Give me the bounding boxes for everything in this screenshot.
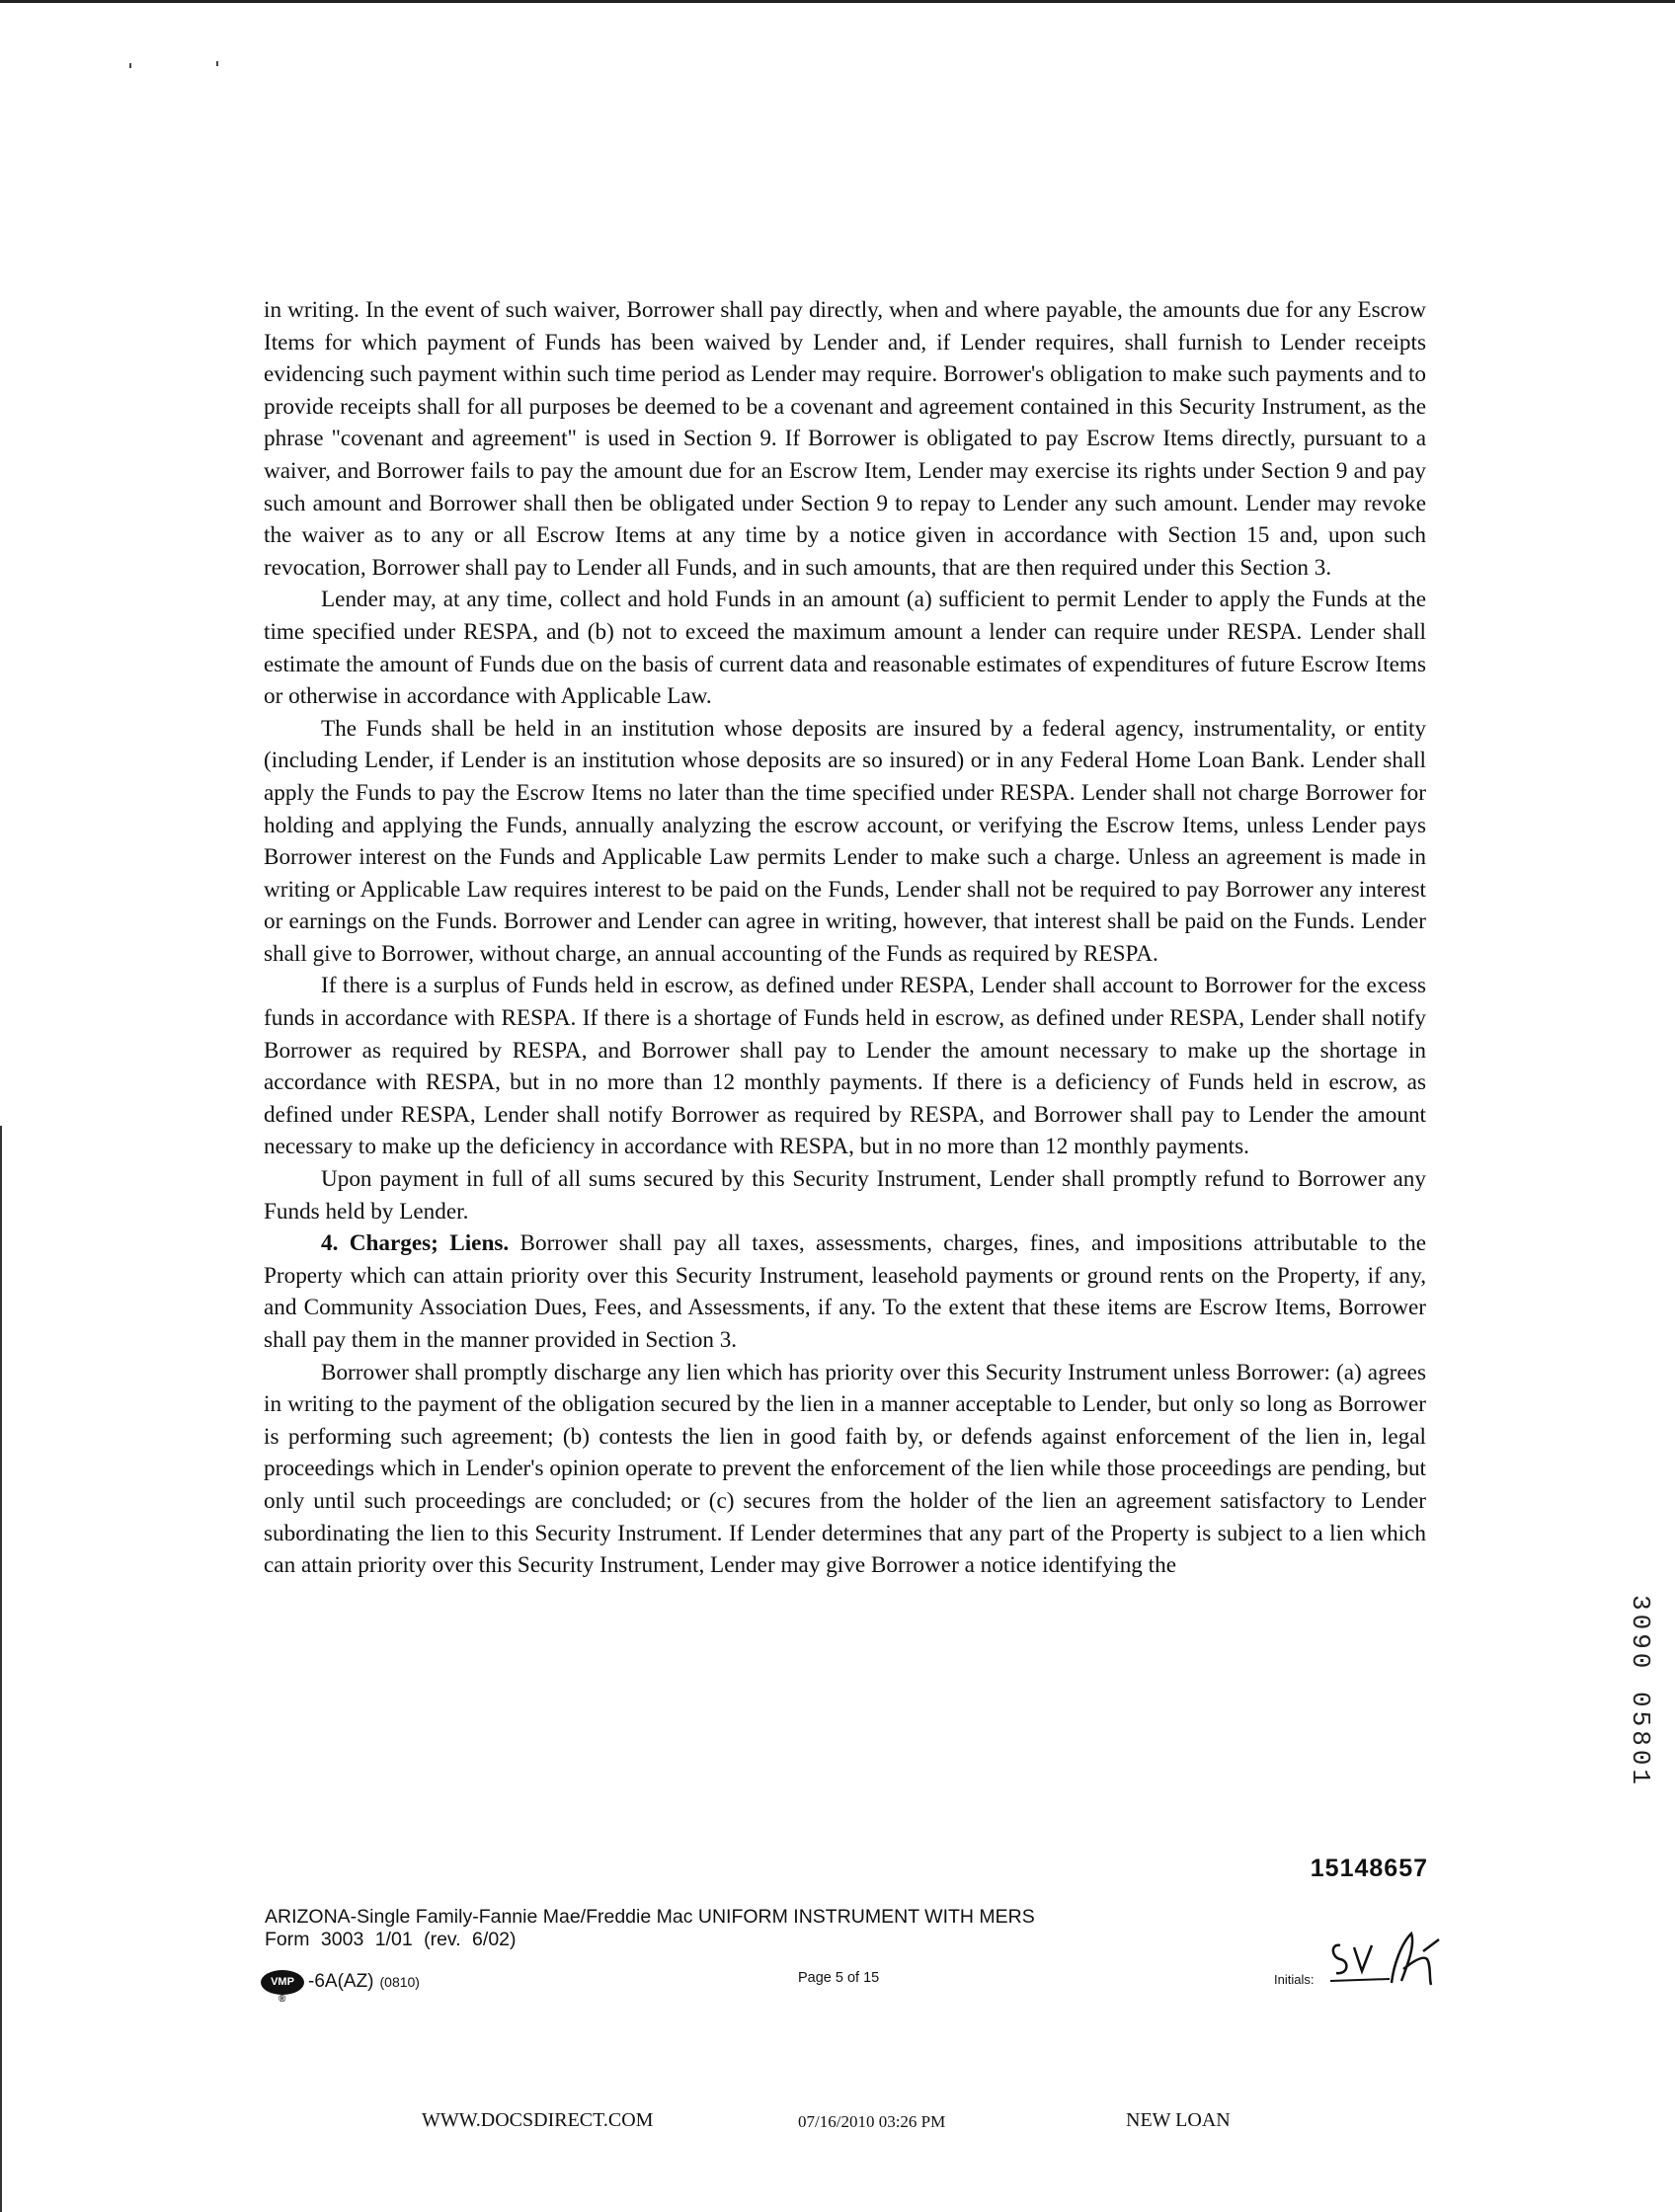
side-stamp-number: 3090 05801 <box>1626 1595 1655 1789</box>
form-code-row <box>261 1965 420 2005</box>
paragraph-collect-funds: Lender may, at any time, collect and hold Funds in an amount (a) sufficient to permit Lender to apply the Funds at the time specified under RESPA, and (b) not to exceed the maximum amount a lender can require under RESPA. Lender shall estimate the amount of Funds due on the basis of current data and reasonable estimates of expenditures of future Escrow Items or otherwise in accordance with Applicable Law. <box>264 587 1426 710</box>
paragraph-charges-liens <box>264 1227 1426 1356</box>
vmp-logo-text: VMP <box>271 1976 294 1988</box>
scan-speck <box>129 63 131 68</box>
page-top-edge <box>0 0 1675 3</box>
form-title: ARIZONA-Single Family-Fannie Mae/Freddie Mac UNIFORM INSTRUMENT WITH MERS <box>265 1906 1035 1928</box>
paragraph-escrow-waiver: in writing. In the event of such waiver, Borrower shall pay directly, when and where payable, the amounts due for any Escrow Items for which payment of Funds has been waived by Lender and, if Lender requires, shall furnish to Lender receipts evidencing such payment within such time period as Lender may require. Borrower's obligation to make such payments and to provide receipts shall for all purposes be deemed to be a covenant and agreement contained in this Security Instrument, as the phrase "covenant and agreement" is used in Section 9. If Borrower is obligated to pay Escrow Items directly, pursuant to a waiver, and Borrower fails to pay the amount due for an Escrow Item, Lender may exercise its rights under Section 9 and pay such amount and Borrower shall then be obligated under Section 9 to repay to Lender any such amount. Lender may revoke the waiver as to any or all Escrow Items at any time by a notice given in accordance with Section 15 and, upon such revocation, Borrower shall pay to Lender all Funds, and in such amounts, that are then required under this Section 3. <box>264 297 1426 581</box>
scan-speck <box>216 61 218 66</box>
loan-number: 15148657 <box>1310 1855 1428 1882</box>
page-left-edge <box>0 1126 2 2212</box>
initials-block <box>1274 1926 1452 1995</box>
form-code-version: (0810) <box>379 1974 420 1990</box>
registered-mark: ® <box>279 1993 286 2005</box>
paragraph-surplus-shortage: If there is a surplus of Funds held in escrow, as defined under RESPA, Lender shall account to Borrower for the excess funds in accordance with RESPA. If there is a shortage of Funds held in escrow, as defined under RESPA, Lender shall notify Borrower as required by RESPA, and Borrower shall pay to Lender the amount necessary to make up the shortage in accordance with RESPA, but in no more than 12 monthly payments. If there is a deficiency of Funds held in escrow, as defined under RESPA, Lender shall notify Borrower as required by RESPA, and Borrower shall pay to Lender the amount necessary to make up the deficiency in accordance with RESPA, but in no more than 12 monthly payments. <box>264 973 1426 1160</box>
section-heading-charges-liens: 4. Charges; Liens. <box>321 1230 510 1257</box>
form-code: -6A(AZ) <box>308 1971 374 1992</box>
paragraph-refund: Upon payment in full of all sums secured by this Security Instrument, Lender shall promptly refund to Borrower any Funds held by Lender. <box>264 1166 1426 1224</box>
footer-website: WWW.DOCSDIRECT.COM <box>422 2109 654 2131</box>
initials-signature-icon <box>1328 1926 1452 1995</box>
paragraph-charges-liens-text: Borrower shall pay all taxes, assessments, charges, fines, and impositions attributable to the Property which can attain priority over this Security Instrument, leasehold payments or ground rents on the Property, if any, and Community Association Dues, Fees, and Assessments, if any. To the extent that these items are Escrow Items, Borrower shall pay them in the manner provided in Section 3. <box>264 1230 1427 1353</box>
vmp-logo-icon <box>261 1970 304 2005</box>
document-body <box>264 294 1426 1582</box>
page-number: Page 5 of 15 <box>798 1970 880 1986</box>
paragraph-funds-held: The Funds shall be held in an institution whose deposits are insured by a federal agency, instrumentality, or entity (including Lender, if Lender is an institution whose deposits are so insured) or in any Federal Home Loan Bank. Lender shall apply the Funds to pay the Escrow Items no later than the time specified under RESPA. Lender shall not charge Borrower for holding and applying the Funds, annually analyzing the escrow account, or verifying the Escrow Items, unless Lender pays Borrower interest on the Funds and Applicable Law permits Lender to make such a charge. Unless an agreement is made in writing or Applicable Law requires interest to be paid on the Funds, Lender shall not be required to pay Borrower any interest or earnings on the Funds. Borrower and Lender can agree in writing, however, that interest shall be paid on the Funds. Lender shall give to Borrower, without charge, an annual accounting of the Funds as required by RESPA. <box>264 715 1426 967</box>
paragraph-discharge-lien: Borrower shall promptly discharge any lien which has priority over this Security Instrument unless Borrower: (a) agrees in writing to the payment of the obligation secured by the lien in a manner acceptable to Lender, but only so long as Borrower is performing such agreement; (b) contests the lien in good faith by, or defends against enforcement of the lien in, legal proceedings which in Lender's opinion operate to prevent the enforcement of the lien while those proceedings are pending, but only until such proceedings are concluded; or (c) secures from the holder of the lien an agreement satisfactory to Lender subordinating the lien to this Security Instrument. If Lender determines that any part of the Property is subject to a lien which can attain priority over this Security Instrument, Lender may give Borrower a notice identifying the <box>264 1359 1426 1579</box>
footer-datetime: 07/16/2010 03:26 PM <box>798 2112 946 2131</box>
form-number: Form 3003 1/01 (rev. 6/02) <box>265 1929 517 1950</box>
footer-note: NEW LOAN <box>1126 2109 1231 2131</box>
initials-label: Initials: <box>1274 1972 1315 1987</box>
